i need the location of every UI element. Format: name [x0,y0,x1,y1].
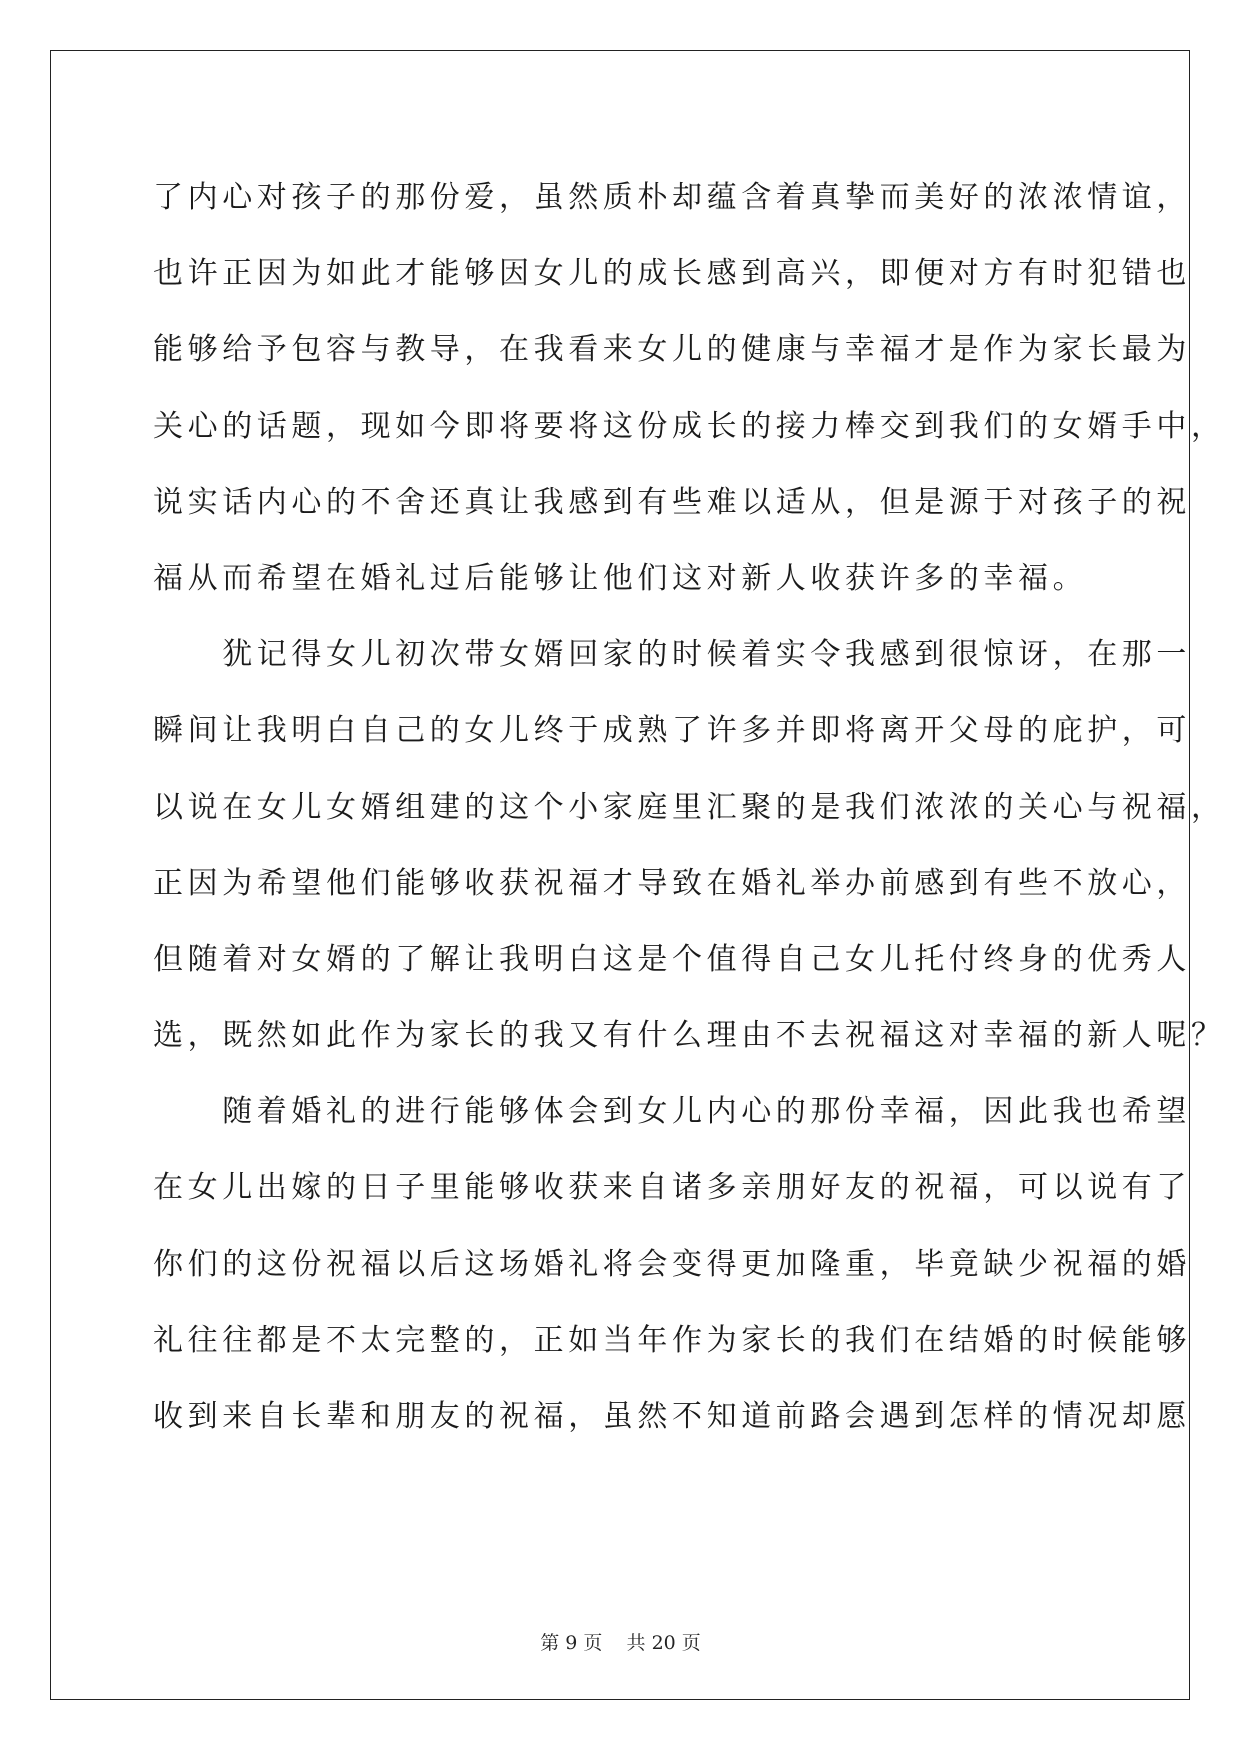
text-line: 以说在女儿女婿组建的这个小家庭里汇聚的是我们浓浓的关心与祝福， [153,789,1226,825]
text-line: 选，既然如此作为家长的我又有什么理由不去祝福这对幸福的新人呢？ [153,1018,1226,1054]
body-text [153,160,1226,1455]
page-footer: 第 9 页 共 20 页 [540,1632,701,1654]
text-line: 关心的话题，现如今即将要将这份成长的接力棒交到我们的女婿手中， [153,408,1226,444]
text-line: 在女儿出嫁的日子里能够收获来自诸多亲朋好友的祝福，可以说有了 [153,1170,1191,1206]
text-line: 说实话内心的不舍还真让我感到有些难以适从，但是源于对孩子的祝 [153,484,1191,520]
text-line: 瞬间让我明白自己的女儿终于成熟了许多并即将离开父母的庇护，可 [153,713,1191,749]
text-line: 随着婚礼的进行能够体会到女儿内心的那份幸福，因此我也希望 [153,1094,1191,1130]
text-line: 但随着对女婿的了解让我明白这是个值得自己女儿托付终身的优秀人 [153,941,1191,977]
text-line: 犹记得女儿初次带女婿回家的时候着实令我感到很惊讶，在那一 [153,637,1191,673]
text-line: 了内心对孩子的那份爱，虽然质朴却蕴含着真挚而美好的浓浓情谊， [153,180,1191,215]
text-line: 礼往往都是不太完整的，正如当年作为家长的我们在结婚的时候能够 [153,1322,1191,1358]
text-line: 收到来自长辈和朋友的祝福，虽然不知道前路会遇到怎样的情况却愿 [153,1399,1191,1434]
text-line: 能够给予包容与教导，在我看来女儿的健康与幸福才是作为家长最为 [153,332,1191,368]
text-line: 也许正因为如此才能够因女儿的成长感到高兴，即便对方有时犯错也 [153,256,1191,292]
text-line: 你们的这份祝福以后这场婚礼将会变得更加隆重，毕竟缺少祝福的婚 [153,1246,1191,1282]
text-line: 正因为希望他们能够收获祝福才导致在婚礼举办前感到有些不放心， [153,865,1191,901]
text-line: 福从而希望在婚礼过后能够让他们这对新人收获许多的幸福。 [153,560,1088,596]
